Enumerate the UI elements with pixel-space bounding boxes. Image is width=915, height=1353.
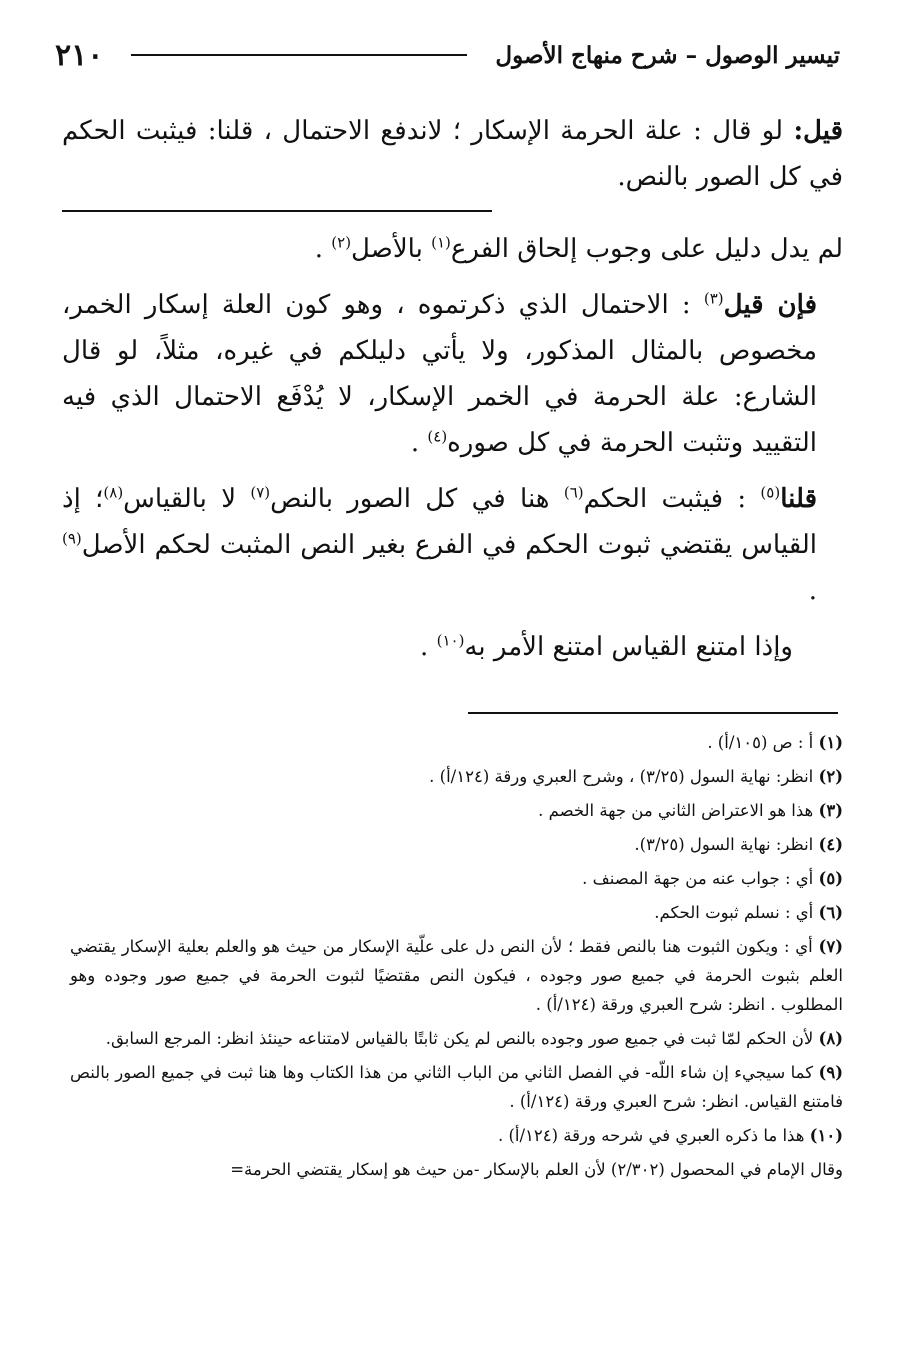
footnote-ref-6: (٦): [563, 483, 584, 502]
paragraph-2: [62, 282, 843, 466]
p4-text: وإذا امتنع القياس امتنع الأمر به: [464, 632, 793, 662]
footnote-text: هذا هو الاعتراض الثاني من جهة الخصم .: [538, 801, 819, 820]
p1-text-b: بالأصل: [351, 234, 432, 264]
footnote-number: (١٠): [809, 1126, 843, 1145]
footnote-text: هذا ما ذكره العبري في شرحه ورقة (١٢٤/أ) .: [497, 1126, 810, 1145]
main-text: [62, 108, 843, 680]
footnote-item: [70, 830, 843, 859]
footnote-ref-2: (٢): [331, 233, 352, 252]
quoted-matn: [62, 108, 843, 212]
quoted-lead: قيل:: [793, 116, 843, 146]
footnote-text: انظر: نهاية السول (٣/٢٥) ، وشرح العبري ورقة (١٢٤/أ) .: [429, 767, 819, 786]
paragraph-4: [62, 624, 843, 670]
footnote-ref-8: (٨): [103, 483, 124, 502]
footnote-ref-10: (١٠): [436, 631, 465, 650]
footnote-text: كما سيجيء إن شاء اللّه- في الفصل الثاني من الباب الثاني من هذا الكتاب وها هنا ثبت في جميع الصور بالنص فامتنع القياس. انظر: شرح العبري ورقة (١٢٤/أ) .: [70, 1063, 843, 1111]
footnote-number: (٨): [818, 1029, 843, 1048]
running-title: تيسير الوصول – شرح منهاج الأصول: [495, 41, 840, 69]
page-header: [55, 30, 840, 80]
p3-lead: قلنا: [780, 484, 817, 514]
p2-end: .: [410, 428, 428, 458]
p1-text-c: .: [314, 234, 332, 264]
footnote-ref-5: (٥): [760, 483, 781, 502]
footnote-continuation: [70, 1155, 843, 1184]
footnote-text: أي : ويكون الثبوت هنا بالنص فقط ؛ لأن النص دل على علّية الإسكار من حيث هو والعلم بعلية الإسكار يقتضي العلم بثبوت الحرمة في جميع صور وجوده ، فيكون النص مقتضيًا لثبوت الحرمة في جميع صور وجوده وهو المطلوب . انظر: شرح العبري ورقة (١٢٤/أ) .: [70, 937, 843, 1014]
footnote-ref-1: (١): [431, 233, 451, 252]
paragraph-1: [62, 226, 843, 272]
footnote-item: [70, 1121, 843, 1150]
footnote-ref-9: (٩): [62, 529, 82, 548]
footnote-text: أ : ص (١٠٥/أ) .: [707, 733, 819, 752]
footnote-item: [70, 1024, 843, 1053]
footnote-number: (٧): [818, 937, 843, 956]
footnote-text: أي : جواب عنه من جهة المصنف .: [582, 869, 819, 888]
footnote-ref-3: (٣): [703, 289, 724, 308]
footnote-number: (٢): [818, 767, 843, 786]
footnote-item: [70, 796, 843, 825]
footnote-item: [70, 932, 843, 1019]
footnote-number: (١): [818, 733, 843, 752]
footnote-text: لأن الحكم لمّا ثبت في جميع صور وجوده بالنص لم يكن ثابتًا بالقياس لامتناعه حينئذ انظر: المرجع السابق.: [105, 1029, 819, 1048]
footnote-text: أي : نسلم ثبوت الحكم.: [654, 903, 819, 922]
footnote-number: (٥): [818, 869, 843, 888]
p2-text: : الاحتمال الذي ذكرتموه ، وهو كون العلة إسكار الخمر، مخصوص بالمثال المذكور، ولا يأتي دليلكم في غيره، مثلاً، لو قال الشارع: علة الحرمة في الخمر الإسكار، لا يُدْفَع الاحتمال الذي فيه التقييد وتثبت الحرمة في كل صوره: [62, 290, 817, 458]
footnote-number: (٦): [818, 903, 843, 922]
paragraph-3: [62, 476, 843, 614]
quote-underline: [62, 210, 492, 212]
footnote-item: [70, 728, 843, 757]
p2-lead: فإن قيل: [723, 290, 817, 320]
footnote-item: [70, 762, 843, 791]
quoted-body: لو قال : علة الحرمة الإسكار ؛ لاندفع الاحتمال ، قلنا: فيثبت الحكم في كل الصور بالنص.: [62, 116, 843, 192]
footnote-text: وقال الإمام في المحصول (٢/٣٠٢) لأن العلم بالإسكار -من حيث هو إسكار يقتضي الحرمة=: [230, 1160, 843, 1179]
p4-end: .: [420, 632, 437, 662]
footnote-item: [70, 1058, 843, 1116]
footnote-number: (٩): [818, 1063, 843, 1082]
footnote-ref-4: (٤): [427, 427, 448, 446]
header-rule: [131, 54, 467, 56]
p3-text-b: هنا في كل الصور بالنص: [270, 484, 564, 514]
p3-text-c: لا بالقياس: [123, 484, 251, 514]
p1-text-a: لم يدل دليل على وجوب إلحاق الفرع: [450, 234, 843, 264]
footnote-item: [70, 898, 843, 927]
p3-text-a: : فيثبت الحكم: [583, 484, 761, 514]
footnote-text: انظر: نهاية السول (٣/٢٥).: [634, 835, 819, 854]
page-number: ٢١٠: [55, 37, 104, 73]
footnotes: [70, 728, 843, 1189]
footnote-item: [70, 864, 843, 893]
footnote-number: (٤): [818, 835, 843, 854]
footnote-ref-7: (٧): [250, 483, 271, 502]
p3-text-e: .: [808, 576, 817, 606]
p3-text-d: ؛ إذ القياس يقتضي ثبوت الحكم في الفرع بغير النص المثبت لحكم الأصل: [62, 484, 817, 560]
footnote-separator: [468, 712, 838, 714]
quoted-matn-text: [62, 108, 843, 200]
footnote-number: (٣): [818, 801, 843, 820]
